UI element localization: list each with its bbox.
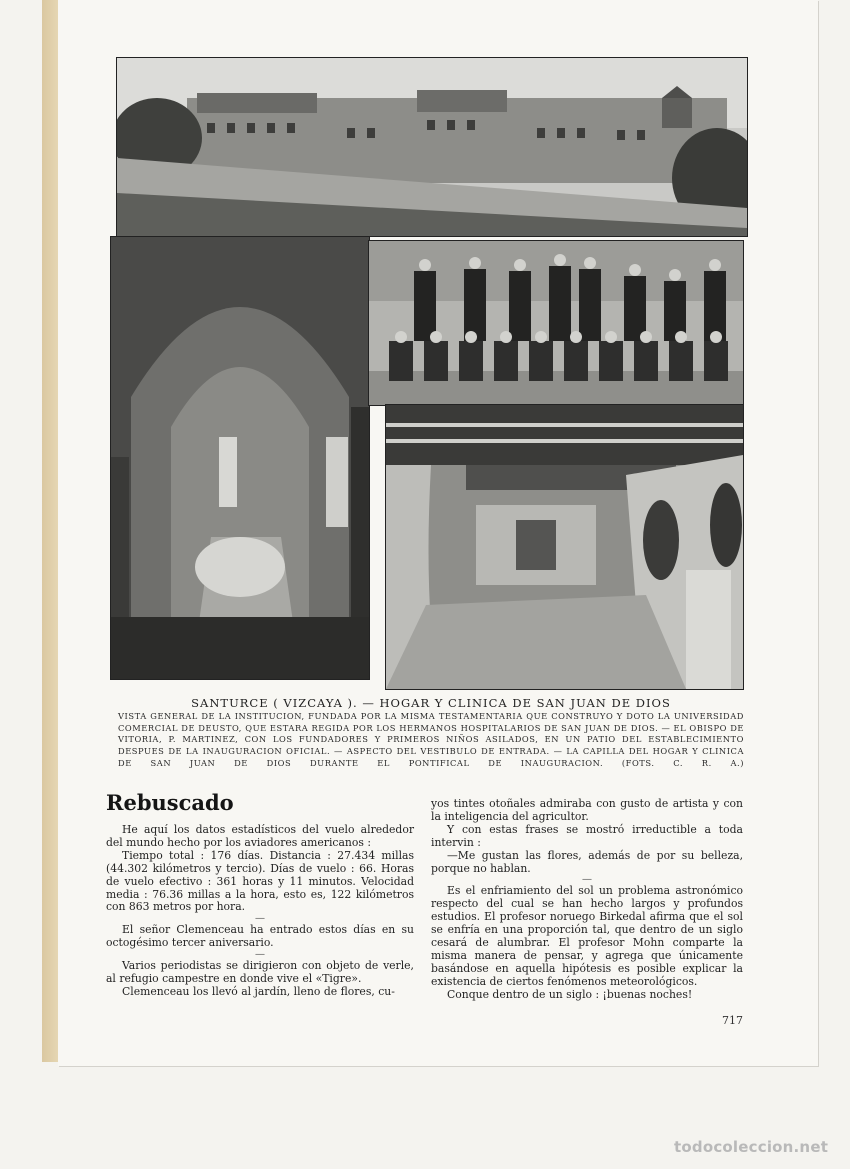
photo-caption-text: VISTA GENERAL DE LA INSTITUCION, FUNDADA POR LA MISMA TESTAMENTARIA QUE CONSTRUYO Y DOTO LA UNIVERSIDAD COMERCIAL DE DEUSTO, QUE ESTARA REGIDA POR LOS HERMANOS HOSPITALARIOS DE SAN JUAN DE DIOS. — EL OBISPO DE VITORIA, P. MARTINEZ, CON LOS FUNDADORES Y PRIMEROS NIÑOS ASILADOS, EN UN PATIO DEL ESTABLECIMIENTO DESPUES DE LA INAUGURACION OFICIAL. — ASPECTO DEL VESTIBULO DE ENTRADA. — LA CAPILLA DEL HOGAR Y CLINICA DE SAN JUAN DE DIOS DURANTE EL PONTIFICAL DE INAUGURACION. (FOTS. C. R. A.) [118,711,744,768]
photo-chapel [110,236,370,680]
photo-group-portrait [368,240,744,406]
separator: — [255,913,265,925]
paragraph: Es el enfriamiento del sol un problema astronómico respecto del cual se han hecho largos y profundos estudios. El profesor noruego Birkedal afirma que el sol se enfría en una proporción tal, que dentro de un siglo cesará de alumbrar. El profesor Mohn comparte la misma manera de pensar, y agrega que únicamente basándose en aquella hipótesis es posible explicar la existencia de ciertos fenómenos meteorológicos. [431,884,743,988]
paragraph: Y con estas frases se mostró irreductible a toda intervin : [431,822,743,849]
paragraph: —Me gustan las flores, además de por su belleza, porque no hablan. [431,848,743,875]
photo-general-view [116,57,748,237]
article-heading: Rebuscado [106,790,234,815]
paragraph: yos tintes otoñales admiraba con gusto de artista y con la inteligencia del agricultor. [431,797,743,823]
page-number: 717 [722,1014,743,1027]
paragraph: He aquí los datos estadísticos del vuelo alrededor del mundo hecho por los aviadores americanos : [106,823,414,849]
separator: — [582,874,592,886]
paragraph: El señor Clemenceau ha entrado estos días en su octogésimo tercer aniversario. [106,923,414,950]
photo-caption-title: SANTURCE ( VIZCAYA ). — HOGAR Y CLINICA DE SAN JUAN DE DIOS [191,696,671,710]
article-column-right [431,798,743,1002]
photo-entrance-hall [385,404,744,690]
separator: — [255,949,265,961]
article-column-left [106,824,414,999]
paragraph: Tiempo total : 176 días. Distancia : 27.434 millas (44.302 kilómetros y tercio). Días de vuelo : 66. Horas de vuelo efectivo : 361 horas y 11 minutos. Velocidad media : 76.36 millas a la hora, esto es, 122 kilómetros con 863 metros por hora. [106,848,414,914]
paragraph: Varios periodistas se dirigieron con objeto de verle, al refugio campestre en donde vive el «Tigre». [106,959,414,986]
paragraph: Conque dentro de un siglo : ¡buenas noches! [447,987,693,1001]
watermark: todocoleccion.net [674,1138,829,1156]
paragraph: Clemenceau los llevó al jardín, lleno de flores, cu- [122,984,395,998]
